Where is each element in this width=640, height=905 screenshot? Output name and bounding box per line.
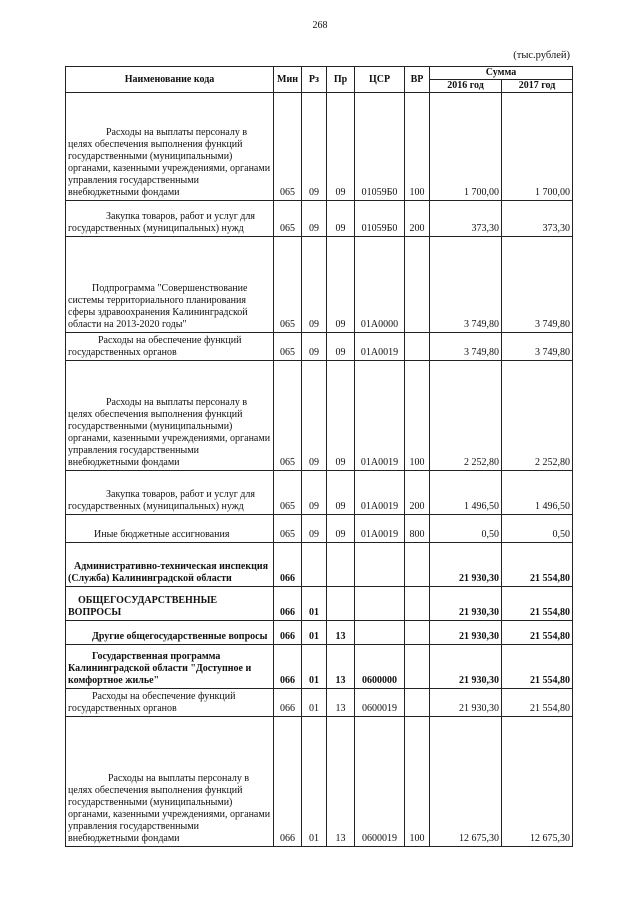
- sum-2016-cell: 21 930,30: [430, 587, 502, 621]
- min-cell: 065: [274, 515, 302, 543]
- min-cell: 066: [274, 621, 302, 645]
- rz-cell: 09: [302, 515, 327, 543]
- csr-cell: 01А0019: [355, 333, 405, 361]
- table-row: [66, 93, 573, 201]
- vr-cell: 200: [405, 201, 430, 237]
- rz-cell: [302, 543, 327, 587]
- sum-2016-cell: 373,30: [430, 201, 502, 237]
- csr-cell: 01А0019: [355, 361, 405, 471]
- min-cell: 065: [274, 471, 302, 515]
- sum-2017-cell: 0,50: [502, 515, 573, 543]
- rz-cell: 09: [302, 333, 327, 361]
- vr-cell: [405, 333, 430, 361]
- name-cell: ОБЩЕГОСУДАРСТВЕННЫЕ ВОПРОСЫ: [66, 587, 274, 621]
- table-row: [66, 689, 573, 717]
- rz-cell: 09: [302, 201, 327, 237]
- header-min: Мин: [274, 67, 302, 93]
- table-row: [66, 717, 573, 847]
- pr-cell: 09: [327, 515, 355, 543]
- csr-cell: [355, 621, 405, 645]
- csr-cell: 01059Б0: [355, 93, 405, 201]
- sum-2016-cell: 1 496,50: [430, 471, 502, 515]
- min-cell: 066: [274, 689, 302, 717]
- sum-2016-cell: 0,50: [430, 515, 502, 543]
- name-cell: Расходы на выплаты персоналу в целях обеспечения выполнения функций государственными (муниципальными) органами, казенными учреждениями, органами управления государственными внебюджетными фондами: [66, 93, 274, 201]
- units-label: (тыс.рублей): [513, 50, 570, 61]
- rz-cell: 09: [302, 361, 327, 471]
- header-pr: Пр: [327, 67, 355, 93]
- pr-cell: 09: [327, 333, 355, 361]
- rz-cell: 01: [302, 621, 327, 645]
- name-cell: Расходы на обеспечение функций государственных органов: [66, 333, 274, 361]
- sum-2016-cell: 21 930,30: [430, 621, 502, 645]
- table-row: [66, 543, 573, 587]
- sum-2017-cell: 12 675,30: [502, 717, 573, 847]
- table-row: [66, 333, 573, 361]
- table-row: [66, 587, 573, 621]
- csr-cell: 01А0000: [355, 237, 405, 333]
- sum-2017-cell: 21 554,80: [502, 689, 573, 717]
- rz-cell: 01: [302, 717, 327, 847]
- header-name: Наименование кода: [66, 67, 274, 93]
- min-cell: 065: [274, 93, 302, 201]
- vr-cell: 800: [405, 515, 430, 543]
- vr-cell: 100: [405, 717, 430, 847]
- table-row: [66, 515, 573, 543]
- vr-cell: [405, 543, 430, 587]
- pr-cell: 09: [327, 237, 355, 333]
- table-row: [66, 361, 573, 471]
- pr-cell: 13: [327, 689, 355, 717]
- sum-2017-cell: 21 554,80: [502, 645, 573, 689]
- sum-2016-cell: 3 749,80: [430, 333, 502, 361]
- sum-2017-cell: 21 554,80: [502, 621, 573, 645]
- rz-cell: 09: [302, 471, 327, 515]
- rz-cell: 01: [302, 689, 327, 717]
- pr-cell: 09: [327, 201, 355, 237]
- vr-cell: [405, 587, 430, 621]
- rz-cell: 01: [302, 587, 327, 621]
- name-cell: Расходы на выплаты персоналу в целях обеспечения выполнения функций государственными (муниципальными) органами, казенными учреждениями, органами управления государственными внебюджетными фондами: [66, 717, 274, 847]
- name-cell: Государственная программа Калининградской области "Доступное и комфортное жилье": [66, 645, 274, 689]
- header-sum: Сумма: [430, 67, 573, 80]
- pr-cell: 09: [327, 93, 355, 201]
- sum-2016-cell: 21 930,30: [430, 645, 502, 689]
- csr-cell: 0600019: [355, 689, 405, 717]
- budget-table: [65, 66, 573, 847]
- vr-cell: 100: [405, 93, 430, 201]
- sum-2016-cell: 1 700,00: [430, 93, 502, 201]
- header-csr: ЦСР: [355, 67, 405, 93]
- min-cell: 065: [274, 201, 302, 237]
- sum-2016-cell: 3 749,80: [430, 237, 502, 333]
- sum-2016-cell: 2 252,80: [430, 361, 502, 471]
- table-row: [66, 621, 573, 645]
- min-cell: 066: [274, 717, 302, 847]
- csr-cell: [355, 543, 405, 587]
- sum-2017-cell: 21 554,80: [502, 543, 573, 587]
- pr-cell: 09: [327, 471, 355, 515]
- pr-cell: [327, 587, 355, 621]
- csr-cell: [355, 587, 405, 621]
- pr-cell: 13: [327, 645, 355, 689]
- name-cell: Закупка товаров, работ и услуг для государственных (муниципальных) нужд: [66, 471, 274, 515]
- name-cell: Административно-техническая инспекция (Служба) Калининградской области: [66, 543, 274, 587]
- header-2017: 2017 год: [502, 80, 573, 93]
- sum-2016-cell: 12 675,30: [430, 717, 502, 847]
- csr-cell: 01А0019: [355, 471, 405, 515]
- min-cell: 066: [274, 587, 302, 621]
- sum-2016-cell: 21 930,30: [430, 689, 502, 717]
- sum-2017-cell: 373,30: [502, 201, 573, 237]
- csr-cell: 01059Б0: [355, 201, 405, 237]
- min-cell: 066: [274, 543, 302, 587]
- sum-2017-cell: 3 749,80: [502, 333, 573, 361]
- table-row: [66, 471, 573, 515]
- pr-cell: [327, 543, 355, 587]
- vr-cell: 200: [405, 471, 430, 515]
- name-cell: Иные бюджетные ассигнования: [66, 515, 274, 543]
- table-row: [66, 645, 573, 689]
- rz-cell: 09: [302, 93, 327, 201]
- rz-cell: 01: [302, 645, 327, 689]
- csr-cell: 0600019: [355, 717, 405, 847]
- vr-cell: [405, 689, 430, 717]
- sum-2017-cell: 2 252,80: [502, 361, 573, 471]
- name-cell: Расходы на выплаты персоналу в целях обеспечения выполнения функций государственными (муниципальными) органами, казенными учреждениями, органами управления государственными внебюджетными фондами: [66, 361, 274, 471]
- name-cell: Другие общегосударственные вопросы: [66, 621, 274, 645]
- sum-2017-cell: 1 496,50: [502, 471, 573, 515]
- header-vr: ВР: [405, 67, 430, 93]
- csr-cell: 0600000: [355, 645, 405, 689]
- vr-cell: [405, 237, 430, 333]
- pr-cell: 13: [327, 621, 355, 645]
- page-number: 268: [312, 20, 328, 31]
- header-rz: Рз: [302, 67, 327, 93]
- name-cell: Расходы на обеспечение функций государственных органов: [66, 689, 274, 717]
- rz-cell: 09: [302, 237, 327, 333]
- pr-cell: 09: [327, 361, 355, 471]
- table-row: [66, 237, 573, 333]
- min-cell: 065: [274, 333, 302, 361]
- sum-2017-cell: 3 749,80: [502, 237, 573, 333]
- sum-2017-cell: 1 700,00: [502, 93, 573, 201]
- sum-2016-cell: 21 930,30: [430, 543, 502, 587]
- header-2016: 2016 год: [430, 80, 502, 93]
- name-cell: Подпрограмма "Совершенствование системы территориального планирования сферы здравоохранения Калининградской области на 2013-2020 годы": [66, 237, 274, 333]
- pr-cell: 13: [327, 717, 355, 847]
- csr-cell: 01А0019: [355, 515, 405, 543]
- table-row: [66, 201, 573, 237]
- vr-cell: 100: [405, 361, 430, 471]
- vr-cell: [405, 645, 430, 689]
- vr-cell: [405, 621, 430, 645]
- min-cell: 065: [274, 237, 302, 333]
- min-cell: 065: [274, 361, 302, 471]
- sum-2017-cell: 21 554,80: [502, 587, 573, 621]
- min-cell: 066: [274, 645, 302, 689]
- name-cell: Закупка товаров, работ и услуг для государственных (муниципальных) нужд: [66, 201, 274, 237]
